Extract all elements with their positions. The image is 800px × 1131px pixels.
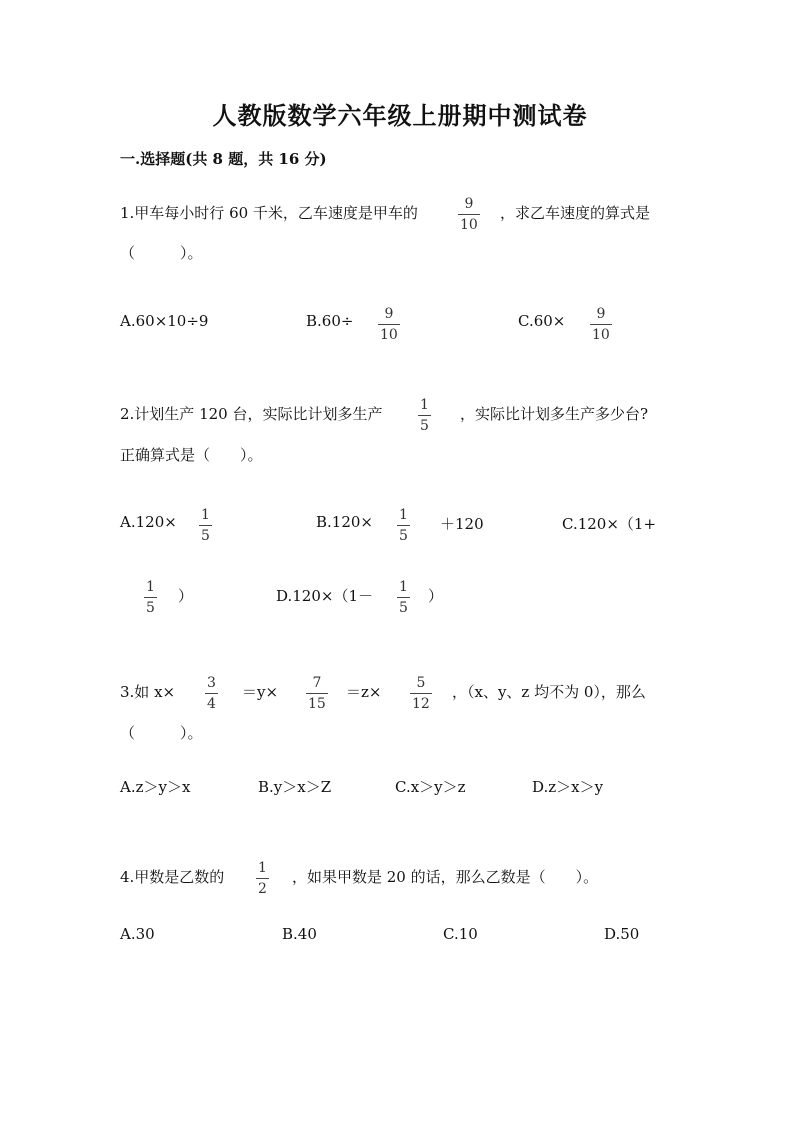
fraction-denominator: 5 bbox=[201, 528, 210, 544]
q2-option-c-tail: ） bbox=[178, 587, 194, 605]
q2-text-part1: 2.计划生产 120 台，实际比计划多生产 bbox=[120, 405, 383, 423]
fraction-denominator: 5 bbox=[420, 418, 429, 434]
q2-option-d-tail: ） bbox=[428, 587, 444, 605]
fraction-denominator: 15 bbox=[308, 696, 326, 712]
q1-text-part1: 1.甲车每小时行 60 千米，乙车速度是甲车的 bbox=[120, 204, 418, 222]
section-heading: 一.选择题(共 8 题，共 16 分) bbox=[120, 150, 327, 168]
q1-option-c-fraction bbox=[590, 307, 612, 342]
q4-option-d[interactable]: D.50 bbox=[604, 925, 640, 943]
q1-text-part2: ，求乙车速度的算式是 bbox=[500, 204, 651, 222]
q2-option-d[interactable]: D.120×（1－ bbox=[276, 587, 374, 605]
fraction-numerator: 5 bbox=[416, 675, 426, 691]
fraction-denominator: 10 bbox=[380, 327, 398, 343]
q1-fraction bbox=[458, 197, 480, 232]
q2-text-line2: 正确算式是（ ）。 bbox=[120, 446, 263, 464]
q2-option-a-fraction bbox=[199, 508, 212, 543]
q1-option-c[interactable]: C.60× bbox=[518, 312, 566, 330]
fraction-denominator: 5 bbox=[399, 600, 408, 616]
q2-option-b-tail: ＋120 bbox=[440, 515, 484, 533]
fraction-numerator: 7 bbox=[312, 675, 322, 691]
q4-text-part2: ，如果甲数是 20 的话，那么乙数是（ ）。 bbox=[292, 868, 599, 886]
q1-option-b-fraction bbox=[378, 307, 400, 342]
q3-option-b[interactable]: B.y＞x＞Z bbox=[258, 778, 332, 796]
fraction-numerator: 9 bbox=[596, 306, 606, 322]
fraction-denominator: 10 bbox=[592, 327, 610, 343]
q3-text-part1: 3.如 x× bbox=[120, 683, 176, 701]
fraction-numerator: 1 bbox=[258, 860, 267, 876]
q3-fraction-3 bbox=[410, 676, 432, 711]
fraction-denominator: 4 bbox=[207, 696, 216, 712]
q4-option-a[interactable]: A.30 bbox=[120, 925, 155, 943]
q2-option-c-fraction bbox=[144, 580, 157, 615]
q1-option-b[interactable]: B.60÷ bbox=[306, 312, 354, 330]
fraction-numerator: 1 bbox=[399, 507, 408, 523]
q4-text-part1: 4.甲数是乙数的 bbox=[120, 868, 225, 886]
fraction-numerator: 9 bbox=[464, 196, 474, 212]
q3-fraction-2 bbox=[306, 676, 328, 711]
q2-fraction bbox=[418, 398, 431, 433]
q2-text-part2: ，实际比计划多生产多少台? bbox=[460, 405, 649, 423]
q3-fraction-1 bbox=[205, 676, 218, 711]
q3-option-c[interactable]: C.x＞y＞z bbox=[395, 778, 466, 796]
q3-option-a[interactable]: A.z＞y＞x bbox=[120, 778, 191, 796]
q4-fraction bbox=[256, 861, 269, 896]
fraction-numerator: 1 bbox=[399, 579, 408, 595]
q2-option-c[interactable]: C.120×（1+ bbox=[562, 515, 657, 533]
fraction-numerator: 1 bbox=[420, 397, 429, 413]
fraction-denominator: 5 bbox=[399, 528, 408, 544]
q4-option-b[interactable]: B.40 bbox=[282, 925, 317, 943]
q2-option-a[interactable]: A.120× bbox=[120, 513, 177, 531]
q3-option-d[interactable]: D.z＞x＞y bbox=[532, 778, 604, 796]
q2-option-d-fraction bbox=[397, 580, 410, 615]
page-title: 人教版数学六年级上册期中测试卷 bbox=[212, 101, 588, 130]
q2-option-b[interactable]: B.120× bbox=[316, 513, 373, 531]
fraction-numerator: 1 bbox=[146, 579, 155, 595]
fraction-numerator: 9 bbox=[384, 306, 394, 322]
fraction-numerator: 1 bbox=[201, 507, 210, 523]
q3-text-part3: ＝z× bbox=[346, 683, 382, 701]
q1-option-a[interactable]: A.60×10÷9 bbox=[120, 312, 209, 330]
fraction-numerator: 3 bbox=[207, 675, 216, 691]
fraction-denominator: 2 bbox=[258, 881, 267, 897]
q3-text-part2: ＝y× bbox=[242, 683, 279, 701]
q1-text-line2: （ ）。 bbox=[120, 244, 203, 262]
q4-option-c[interactable]: C.10 bbox=[443, 925, 478, 943]
q2-option-b-fraction bbox=[397, 508, 410, 543]
fraction-denominator: 10 bbox=[460, 217, 478, 233]
fraction-denominator: 12 bbox=[412, 696, 430, 712]
fraction-denominator: 5 bbox=[146, 600, 155, 616]
q3-text-part4: ，（x、y、z 均不为 0），那么 bbox=[452, 683, 646, 701]
q3-text-line2: （ ）。 bbox=[120, 724, 203, 742]
